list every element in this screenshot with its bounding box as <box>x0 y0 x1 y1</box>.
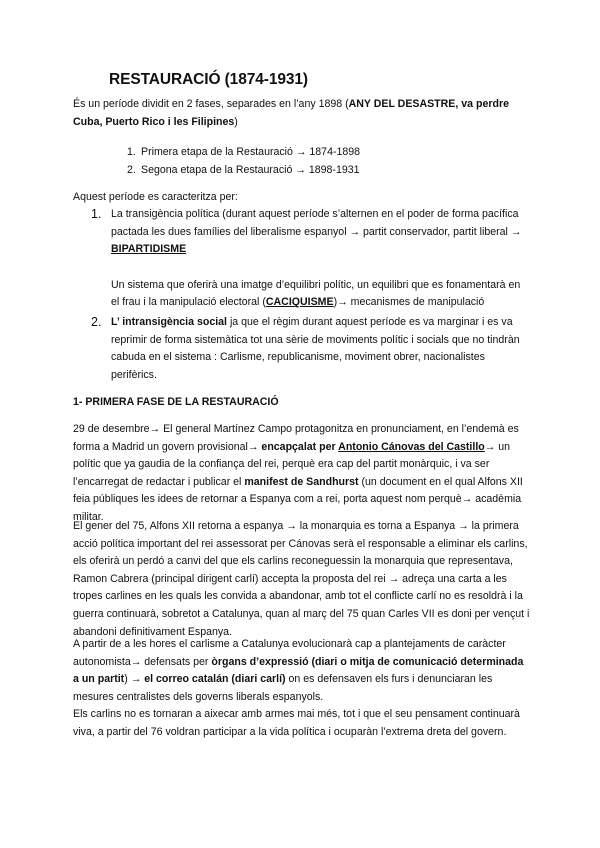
list-number: 2. <box>127 163 136 176</box>
characterized-line: Aquest període es caracteritza per: <box>73 191 238 203</box>
list-item <box>127 162 360 180</box>
list-text: Primera etapa de la Restauració → 1874-1898 <box>141 146 361 158</box>
page-title: RESTAURACIÓ (1874-1931) <box>109 71 308 88</box>
point-2: L’ intransigència social ja que el règim durant aquest període es va marginar i es va reprimir de forma sistemàtica tot una sèrie de moviments polític i socials que no tindràn cabuda en el sistema : Carlisme, republicanisme, moviment obrer, nacionalistes perifèrics. <box>111 316 520 381</box>
body-paragraph-4: Els carlins no es tornaran a aixecar amb armes mai més, tot i que el seu pensament continuarà viva, a partir del 76 voldran participar a la vida política i ocuparàn l’extrema dreta del govern. <box>73 708 520 738</box>
intro-text: És un període dividit en 2 fases, separades en l’any 1898 ( <box>73 98 349 110</box>
body-paragraph-3: A partir de a les hores el carlisme a Catalunya evolucionarà cap a plantejaments de caràcter autonomista→ defensats per òrgans d’expressió (diari o mitja de comunicació determinada a un partit) → el correo catalán (diari carlí) on es defensaven els furs i denunciaran les mesures centralistes dels governs liberals espanyols. Els carlins no es tornaran a aixecar amb armes mai més, tot i que el seu pensament continuarà viva, a partir del 76 voldran participar a la vida política i ocuparàn l’extrema dreta del govern. <box>73 636 531 742</box>
canovas-name: Antonio Cánovas del Castillo <box>338 440 485 453</box>
body-paragraph-1: 29 de desembre→ El general Martínez Campo protagonitza en pronunciament, en l’endemà es forma a Madrid un govern provisional→ encapçalat per Antonio Cánovas del Castillo→ un polític que ya gaudia de la confiança del rei, perquè era cap del partit monàrquic, i va ser l’encarregat de redactar i publicar el manifest de Sandhurst (un document en el qual Alfons XII feia públiques les idees de retornar a Espanya com a rei, porta aquest nom perquè→ acadèmia militar. <box>73 423 523 523</box>
point-number: 1. <box>91 207 102 221</box>
point-1: La transigència política (durant aquest període s’alternen en el poder de forma pacífica pactada les dues famílies del liberalisme espanyol → partit conservador, partit liberal → BIPARTIDISME Un sistema que oferirà una imatge d’equilibri polític, un equilibri que es fonamentarà en el frau i la manipulació electoral (CACIQUISME)→ mecanismes de manipulació <box>111 208 522 309</box>
intro-bold: ANY DEL DESASTRE, va perdre Cuba, Puerto Rico i les Filipines <box>73 98 509 128</box>
list-item <box>127 144 360 162</box>
list-text: Segona etapa de la Restauració → 1898-1931 <box>141 163 360 176</box>
body-paragraph-2: El gener del 75, Alfons XII retorna a espanya → la monarquia es torna a Espanya → la primera acció política important del rei assessorat per Cánovas serà el responsable a eliminar els carlins, els oferirà un perdó a canvi del que els carlins reconeguessin la monarquia que representava, Ramon Cabrera (principal dirigent carlí) accepta la proposta del rei → adreça una carta a les tropes carlines en les quals les convida a abandonar, amb tot el conflicte carlí no es resoldrà i la guerra continuarà, sobretot a Catalunya, quan al març del 75 quan Carles VII es doni per vençut i abandoni definitivament Espanya. <box>73 520 530 638</box>
phase-list <box>127 144 360 179</box>
intransigencia-term: L’ intransigència social <box>111 316 227 328</box>
caciquisme-term: CACIQUISME <box>265 296 334 309</box>
point-number: 2. <box>91 315 102 329</box>
bipartidisme-term: BIPARTIDISME <box>111 243 187 256</box>
intro-paragraph: És un període dividit en 2 fases, separades en l’any 1898 (ANY DEL DESASTRE, va perdre Cuba, Puerto Rico i les Filipines) <box>73 98 509 128</box>
list-number: 1. <box>127 146 136 158</box>
section-heading: 1- PRIMERA FASE DE LA RESTAURACIÓ <box>73 396 279 408</box>
